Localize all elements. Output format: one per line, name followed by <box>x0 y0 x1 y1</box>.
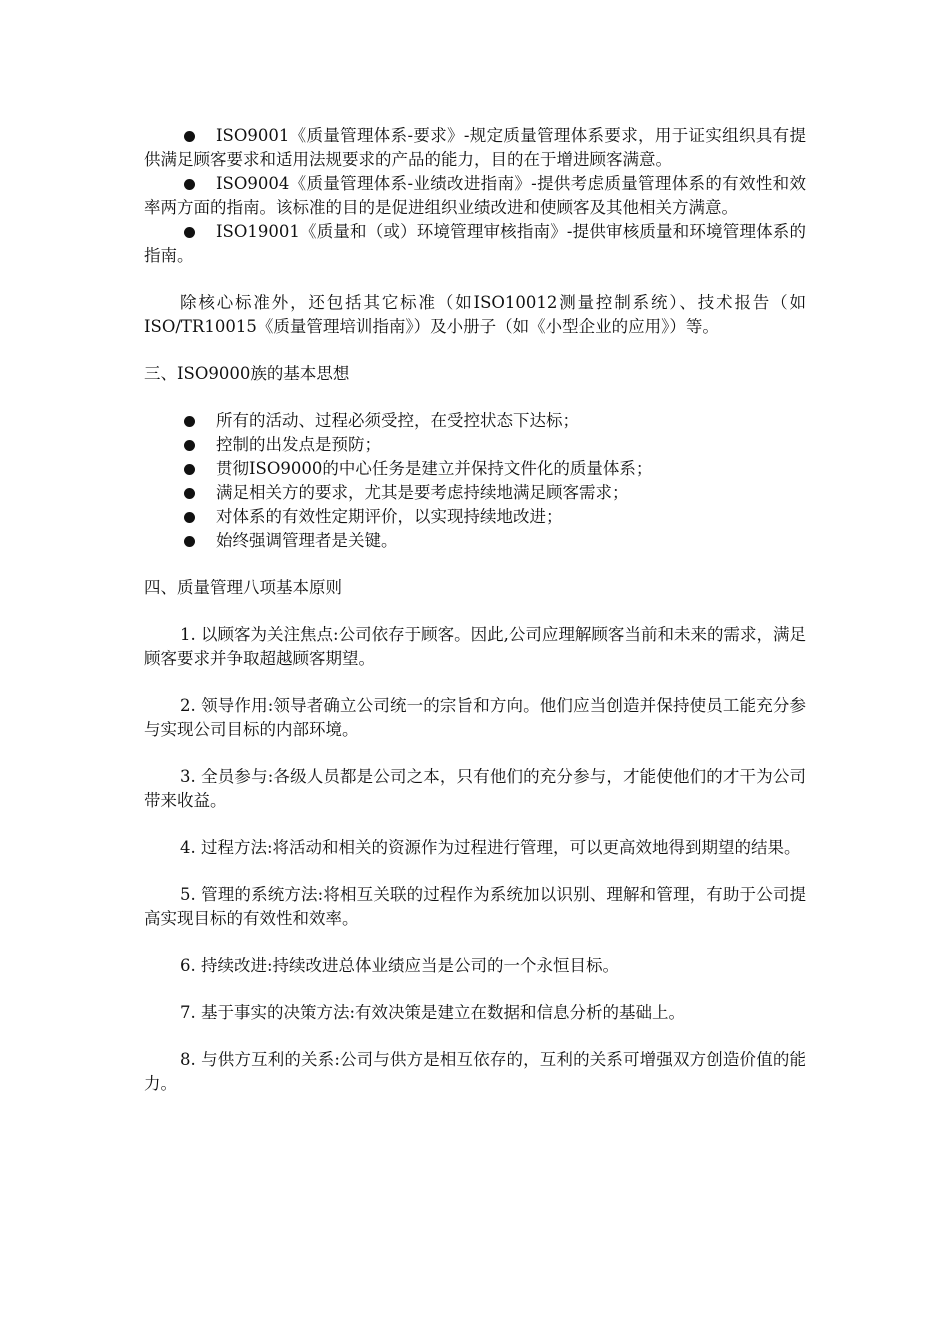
list-item: 控制的出发点是预防； <box>144 433 806 457</box>
bullet-icon <box>184 131 195 142</box>
list-item: ISO19001《质量和（或）环境管理审核指南》-提供审核质量和环境管理体系的指南。 <box>144 222 806 265</box>
principle-item: 7. 基于事实的决策方法:有效决策是建立在数据和信息分析的基础上。 <box>180 1003 686 1022</box>
bullet-icon <box>184 227 195 238</box>
list-item: 所有的活动、过程必须受控，在受控状态下达标； <box>144 409 806 433</box>
principle-item: 5. 管理的系统方法:将相互关联的过程作为系统加以识别、理解和管理，有助于公司提高实现目标的有效性和效率。 <box>144 885 806 928</box>
list-item: 贯彻ISO9000的中心任务是建立并保持文件化的质量体系； <box>144 457 806 481</box>
document-body <box>144 124 806 1096</box>
list-item: 对体系的有效性定期评价，以实现持续地改进； <box>144 505 806 529</box>
list-item: 满足相关方的要求，尤其是要考虑持续地满足顾客需求； <box>144 481 806 505</box>
bullet-icon <box>184 536 195 547</box>
bullet-icon <box>184 464 195 475</box>
bullet-icon <box>184 416 195 427</box>
section-3-heading: 三、ISO9000族的基本思想 <box>144 364 350 383</box>
principle-item: 1. 以顾客为关注焦点:公司依存于顾客。因此,公司应理解顾客当前和未来的需求，满足顾客要求并争取超越顾客期望。 <box>144 625 806 668</box>
principle-item: 3. 全员参与:各级人员都是公司之本，只有他们的充分参与，才能使他们的才干为公司带来收益。 <box>144 767 806 810</box>
principle-item: 4. 过程方法:将活动和相关的资源作为过程进行管理，可以更高效地得到期望的结果。 <box>180 838 801 857</box>
list-item: ISO9001《质量管理体系-要求》-规定质量管理体系要求，用于证实组织具有提供满足顾客要求和适用法规要求的产品的能力，目的在于增进顾客满意。 <box>144 126 806 169</box>
section-4-heading: 四、质量管理八项基本原则 <box>144 578 342 597</box>
principle-item: 2. 领导作用:领导者确立公司统一的宗旨和方向。他们应当创造并保持使员工能充分参与实现公司目标的内部环境。 <box>144 696 806 739</box>
list-item: ISO9004《质量管理体系-业绩改进指南》-提供考虑质量管理体系的有效性和效率两方面的指南。该标准的目的是促进组织业绩改进和使顾客及其他相关方满意。 <box>144 174 806 217</box>
iso-standards-list <box>144 124 806 268</box>
basic-ideas-list <box>144 409 806 553</box>
bullet-icon <box>184 488 195 499</box>
list-item: 始终强调管理者是关键。 <box>144 529 806 553</box>
principle-item: 6. 持续改进:持续改进总体业绩应当是公司的一个永恒目标。 <box>180 956 620 975</box>
principle-item: 8. 与供方互利的关系:公司与供方是相互依存的，互利的关系可增强双方创造价值的能力。 <box>144 1050 806 1093</box>
bullet-icon <box>184 179 195 190</box>
other-standards-paragraph: 除核心标准外，还包括其它标准（如ISO10012测量控制系统）、技术报告（如ISO/TR10015《质量管理培训指南》）及小册子（如《小型企业的应用》）等。 <box>144 293 806 336</box>
bullet-icon <box>184 512 195 523</box>
bullet-icon <box>184 440 195 451</box>
principles-list <box>144 623 806 1096</box>
